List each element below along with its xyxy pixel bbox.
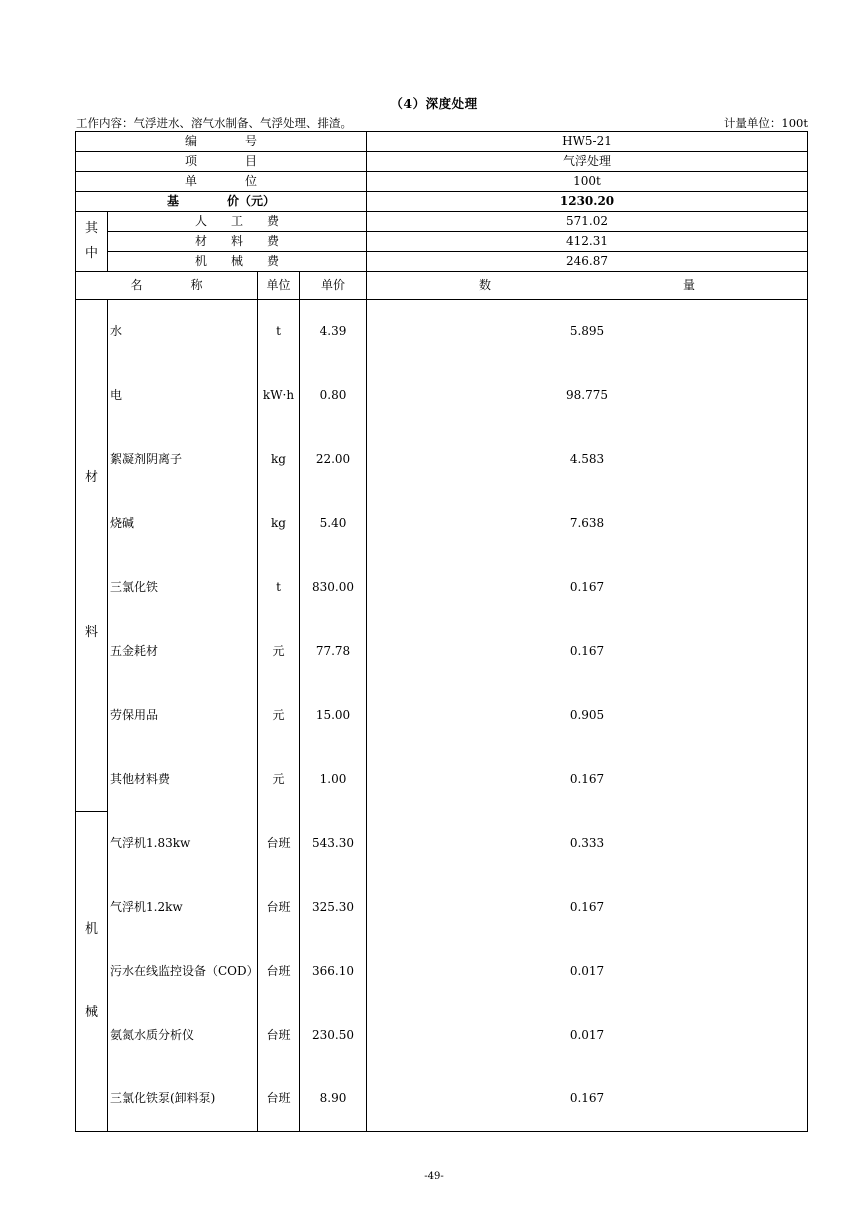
work-content: 工作内容：气浮进水、溶气水制备、气浮处理、排渣。 [76,116,352,130]
code-label: 编 号 [76,132,367,152]
quota-table [75,131,808,1132]
unit-label: 单 位 [76,172,367,192]
material-qty: 0.167 [367,556,808,620]
machine-group-char-1: 机 [84,921,98,937]
material-qty: 0.905 [367,684,808,748]
machine-price: 366.10 [300,940,367,1004]
material-qty: 4.583 [367,428,808,492]
machine-qty: 0.167 [367,876,808,940]
material-qty: 0.167 [367,620,808,684]
material-qty: 7.638 [367,492,808,556]
col-header-price: 单价 [300,272,367,300]
machine-cost-value: 246.87 [367,252,808,272]
item-value: 气浮处理 [367,152,808,172]
material-unit: t [258,556,300,620]
code-row [76,132,808,152]
material-price: 830.00 [300,556,367,620]
among-char-2: 中 [84,245,98,261]
table-row [76,812,808,876]
machine-price: 543.30 [300,812,367,876]
machine-price: 325.30 [300,876,367,940]
machine-unit: 台班 [258,876,300,940]
material-unit: kW·h [258,364,300,428]
unit-row [76,172,808,192]
base-price-value: 1230.20 [367,192,808,212]
machine-name: 三氯化铁泵(卸料泵) [108,1068,258,1132]
among-cell [76,212,108,272]
material-name: 烧碱 [108,492,258,556]
machine-price: 230.50 [300,1004,367,1068]
machine-unit: 台班 [258,812,300,876]
machine-unit: 台班 [258,1004,300,1068]
machine-name: 污水在线监控设备（COD） [108,940,258,1004]
materials-section [76,300,808,812]
machines-section [76,812,808,1132]
machine-group-cell [76,812,108,1132]
material-name: 絮凝剂阴离子 [108,428,258,492]
material-group-cell [76,300,108,812]
machine-cost-row [76,252,808,272]
table-row [76,1068,808,1132]
table-row [76,1004,808,1068]
labor-row [76,212,808,232]
material-cost-label: 材 料 费 [108,232,367,252]
material-price: 4.39 [300,300,367,364]
material-group-char-2: 料 [84,624,98,640]
machine-group-char-2: 械 [84,1004,98,1020]
material-price: 5.40 [300,492,367,556]
material-unit: kg [258,492,300,556]
material-group-char-1: 材 [84,469,98,485]
material-qty: 5.895 [367,300,808,364]
material-name: 劳保用品 [108,684,258,748]
unit-value: 100t [367,172,808,192]
machine-qty: 0.017 [367,940,808,1004]
table-row [76,364,808,428]
material-qty: 98.775 [367,364,808,428]
machine-name: 气浮机1.83kw [108,812,258,876]
material-price: 15.00 [300,684,367,748]
material-price: 77.78 [300,620,367,684]
machine-qty: 0.167 [367,1068,808,1132]
material-unit: kg [258,428,300,492]
material-name: 其他材料费 [108,748,258,812]
labor-label: 人 工 费 [108,212,367,232]
material-qty: 0.167 [367,748,808,812]
material-name: 电 [108,364,258,428]
machine-price: 8.90 [300,1068,367,1132]
section-title: （4）深度处理 [390,96,478,111]
material-price: 22.00 [300,428,367,492]
base-price-row [76,192,808,212]
table-row [76,300,808,364]
table-row [76,940,808,1004]
table-row [76,620,808,684]
machine-unit: 台班 [258,940,300,1004]
item-label: 项 目 [76,152,367,172]
material-price: 0.80 [300,364,367,428]
material-unit: t [258,300,300,364]
machine-cost-label: 机 械 费 [108,252,367,272]
col-header-qty: 数 量 [367,272,808,300]
item-row [76,152,808,172]
material-name: 三氯化铁 [108,556,258,620]
table-row [76,428,808,492]
material-price: 1.00 [300,748,367,812]
unit-of-measure: 计量单位：100t [723,116,808,130]
table-row [76,876,808,940]
material-cost-row [76,232,808,252]
col-header-name: 名 称 [76,272,258,300]
material-unit: 元 [258,748,300,812]
material-cost-value: 412.31 [367,232,808,252]
machine-qty: 0.017 [367,1004,808,1068]
work-content-line [76,115,808,131]
machine-name: 氨氮水质分析仪 [108,1004,258,1068]
material-name: 五金耗材 [108,620,258,684]
machine-unit: 台班 [258,1068,300,1132]
table-row [76,556,808,620]
material-name: 水 [108,300,258,364]
material-unit: 元 [258,620,300,684]
table-row [76,492,808,556]
material-unit: 元 [258,684,300,748]
labor-value: 571.02 [367,212,808,232]
machine-name: 气浮机1.2kw [108,876,258,940]
col-header-unit: 单位 [258,272,300,300]
machine-qty: 0.333 [367,812,808,876]
table-row [76,748,808,812]
table-row [76,684,808,748]
among-char-1: 其 [84,220,98,236]
code-value: HW5-21 [367,132,808,152]
page-number: -49- [424,1171,444,1182]
column-header-row [76,272,808,300]
base-price-label: 基 价（元） [76,192,367,212]
